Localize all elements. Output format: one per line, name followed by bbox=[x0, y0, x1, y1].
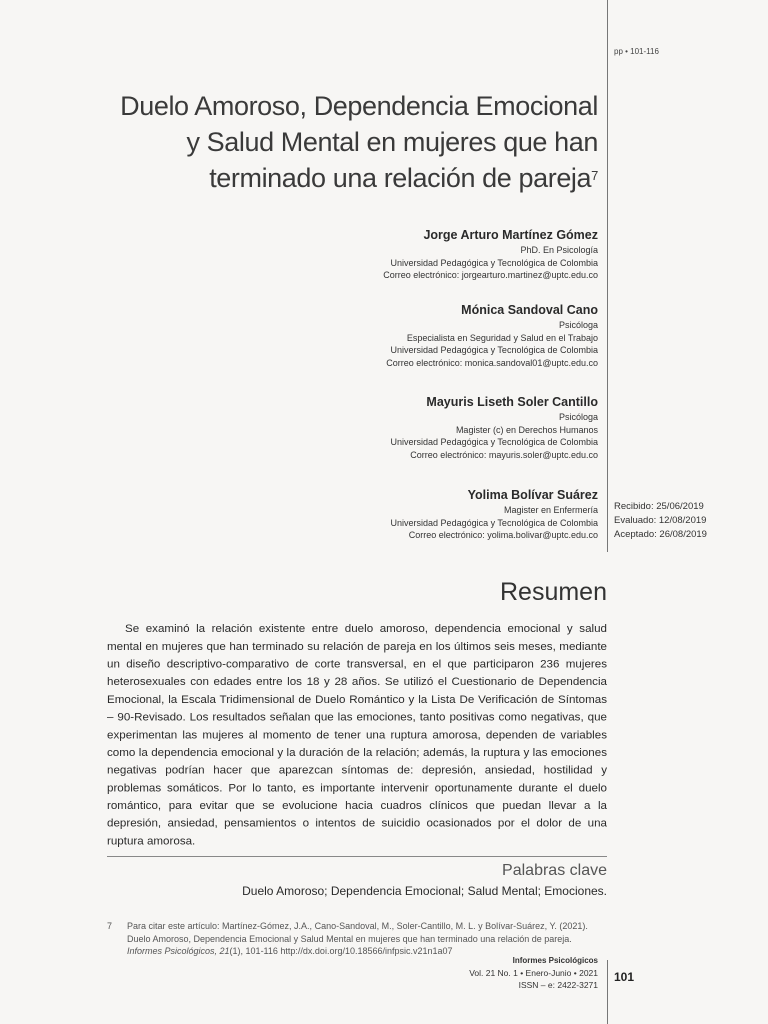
date-accepted: Aceptado: 26/08/2019 bbox=[614, 529, 707, 540]
author-name: Yolima Bolívar Suárez bbox=[467, 488, 598, 502]
journal-issn: ISSN – e: 2422-3271 bbox=[518, 980, 598, 990]
author-specialty: Especialista en Seguridad y Salud en el Trabajo bbox=[406, 332, 598, 343]
date-evaluated: Evaluado: 12/08/2019 bbox=[614, 515, 707, 526]
author-degree: PhD. En Psicología bbox=[520, 245, 598, 255]
footnote bbox=[107, 920, 607, 958]
author-block-2 bbox=[198, 301, 598, 369]
author-affiliation: Universidad Pedagógica y Tecnológica de Colombia bbox=[390, 345, 598, 356]
footnote-citation: Para citar este artículo: Martínez-Gómez, J.A., Cano-Sandoval, M., Soler-Cantillo, M. L. y Bolívar-Suárez, Y. (2021). Duelo Amoroso, Dependencia Emocional y Salud Mental en mujeres que han terminado una relación de pareja. bbox=[127, 921, 588, 944]
author-email: Correo electrónico: monica.sandoval01@uptc.edu.co bbox=[386, 357, 598, 368]
article-dates bbox=[614, 500, 707, 542]
footnote-number: 7 bbox=[107, 921, 113, 931]
keywords-list: Duelo Amoroso; Dependencia Emocional; Salud Mental; Emociones. bbox=[242, 884, 607, 898]
author-affiliation: Universidad Pedagógica y Tecnológica de Colombia bbox=[390, 257, 598, 268]
footnote-doi: (1), 101-116 http://dx.doi.org/10.18566/infpsic.v21n1a07 bbox=[229, 946, 453, 956]
abstract-body: Se examinó la relación existente entre duelo amoroso, dependencia emocional y salud mental en mujeres que han terminado su relación de pareja en los últimos seis meses, mediante un diseño descriptivo-comparativo de corte transversal, en el que participaron 236 mujeres heterosexuales con edades entre los 18 y 28 años. Se utilizó el Cuestionario de Dependencia Emocional, la Escala Tridimensional de Duelo Romántico y la Lista De Verificación de Síntomas – 90-Revisado. Los resultados señalan que las emociones, tanto positivas como negativas, que experimentan las mujeres al momento de tener una ruptura amorosa, dependen de variables como la dependencia emocional y la duración de la relación; además, la ruptura y las emociones negativas podrían hacer que aparezcan síntomas de: depresión, ansiedad, hostilidad y problemas somáticos. Por lo tanto, es importante intervenir oportunamente durante el duelo romántico, para evitar que se evolucione hacia cuadros clínicos que puedan llevar a la depresión, ansiedad, pensamientos o intentos de suicidio ocasionados por el dolor de una ruptura amorosa. bbox=[107, 622, 607, 848]
title-line-3: terminado una relación de pareja bbox=[209, 163, 592, 193]
page-range: pp • 101-116 bbox=[614, 47, 659, 56]
author-email: Correo electrónico: mayuris.soler@uptc.edu.co bbox=[410, 449, 598, 460]
margin-rule-bottom bbox=[607, 960, 608, 1024]
margin-rule-top bbox=[607, 0, 608, 552]
keywords-heading: Palabras clave bbox=[502, 862, 607, 879]
abstract-heading: Resumen bbox=[500, 578, 607, 606]
author-block-4 bbox=[198, 486, 598, 542]
author-block-1 bbox=[198, 226, 598, 282]
footnote-text bbox=[127, 920, 607, 958]
keywords-divider bbox=[107, 856, 607, 857]
journal-info bbox=[469, 955, 598, 991]
author-block-3 bbox=[198, 393, 598, 461]
author-degree: Psicóloga bbox=[558, 320, 598, 330]
title-line-1: Duelo Amoroso, Dependencia Emocional bbox=[120, 91, 598, 121]
journal-name: Informes Psicológicos bbox=[512, 956, 598, 965]
author-degree: Magister en Enfermería bbox=[503, 505, 598, 515]
author-email: Correo electrónico: yolima.bolivar@uptc.edu.co bbox=[408, 530, 598, 541]
author-name: Mónica Sandoval Cano bbox=[461, 303, 598, 317]
author-degree: Psicóloga bbox=[558, 412, 598, 422]
article-title bbox=[58, 88, 598, 196]
author-affiliation: Universidad Pedagógica y Tecnológica de Colombia bbox=[390, 517, 598, 528]
title-line-2: y Salud Mental en mujeres que han bbox=[186, 127, 598, 157]
author-name: Jorge Arturo Martínez Gómez bbox=[423, 228, 598, 242]
author-email: Correo electrónico: jorgearturo.martinez@uptc.edu.co bbox=[383, 270, 598, 281]
page-number: 101 bbox=[614, 970, 635, 984]
author-affiliation: Universidad Pedagógica y Tecnológica de Colombia bbox=[390, 437, 598, 448]
title-footnote-mark: 7 bbox=[591, 168, 598, 183]
journal-volume: Vol. 21 No. 1 • Enero-Junio • 2021 bbox=[469, 968, 598, 978]
date-received: Recibido: 25/06/2019 bbox=[614, 501, 704, 512]
footnote-journal: Informes Psicológicos, 21 bbox=[127, 946, 230, 956]
author-specialty: Magister (c) en Derechos Humanos bbox=[455, 424, 598, 435]
author-name: Mayuris Liseth Soler Cantillo bbox=[426, 395, 598, 409]
